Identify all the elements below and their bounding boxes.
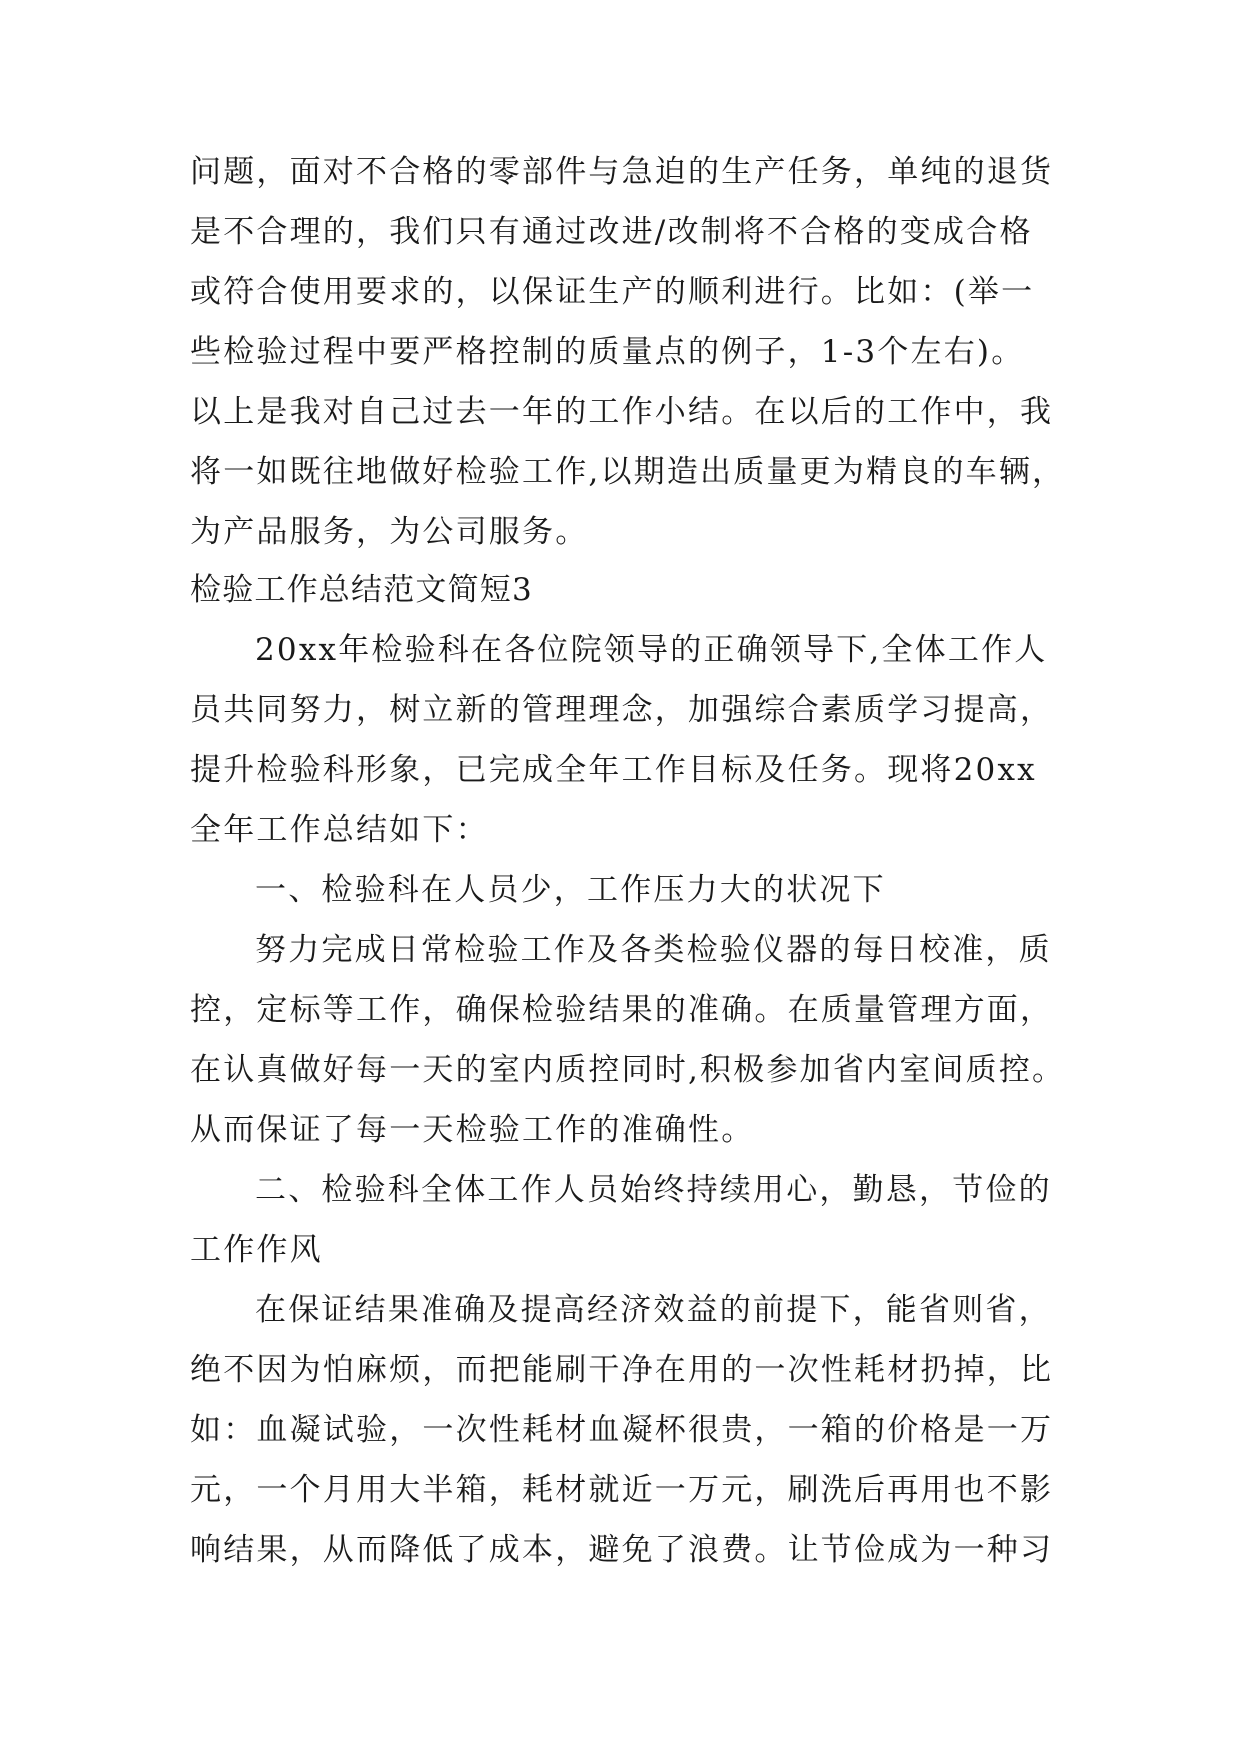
paragraph-line: 工作作风: [190, 1232, 323, 1268]
paragraph-line: 元，一个月用大半箱，耗材就近一万元，刷洗后再用也不影: [190, 1472, 1054, 1508]
paragraph-line: 绝不因为怕麻烦，而把能刷干净在用的一次性耗材扔掉，比: [190, 1352, 1054, 1388]
paragraph-line: 提升检验科形象，已完成全年工作目标及任务。现将20xx: [190, 752, 1037, 788]
paragraph-line: 控，定标等工作，确保检验结果的准确。在质量管理方面，: [190, 992, 1054, 1028]
paragraph-line: 问题，面对不合格的零部件与急迫的生产任务，单纯的退货: [190, 154, 1054, 190]
paragraph-line: 响结果，从而降低了成本，避免了浪费。让节俭成为一种习: [190, 1532, 1054, 1568]
paragraph-line: 或符合使用要求的，以保证生产的顺利进行。比如：(举一: [190, 274, 1035, 310]
paragraph-line: 将一如既往地做好检验工作,以期造出质量更为精良的车辆，: [190, 454, 1066, 490]
paragraph-line: 在认真做好每一天的室内质控同时,积极参加省内室间质控。: [190, 1052, 1066, 1088]
paragraph-line: 全年工作总结如下：: [190, 812, 489, 848]
paragraph-line: 如：血凝试验，一次性耗材血凝杯很贵，一箱的价格是一万: [190, 1412, 1054, 1448]
paragraph-line: 为产品服务，为公司服务。: [190, 514, 589, 550]
subheading-line: 一、检验科在人员少，工作压力大的状况下: [255, 872, 886, 908]
paragraph-line: 些检验过程中要严格控制的质量点的例子，1-3个左右)。: [190, 334, 1025, 370]
paragraph-line: 从而保证了每一天检验工作的准确性。: [190, 1112, 755, 1148]
paragraph-line: 员共同努力，树立新的管理理念，加强综合素质学习提高，: [190, 692, 1054, 728]
paragraph-line: 努力完成日常检验工作及各类检验仪器的每日校准，质: [255, 932, 1052, 968]
paragraph-line: 是不合理的，我们只有通过改进/改制将不合格的变成合格: [190, 214, 1033, 250]
paragraph-line: 以上是我对自己过去一年的工作小结。在以后的工作中，我: [190, 394, 1054, 430]
paragraph-line: 在保证结果准确及提高经济效益的前提下，能省则省，: [255, 1292, 1052, 1328]
paragraph-line: 20xx年检验科在各位院领导的正确领导下,全体工作人: [255, 632, 1048, 668]
subheading-line: 二、检验科全体工作人员始终持续用心，勤恳，节俭的: [255, 1172, 1052, 1208]
section-heading: 检验工作总结范文简短3: [190, 572, 533, 608]
